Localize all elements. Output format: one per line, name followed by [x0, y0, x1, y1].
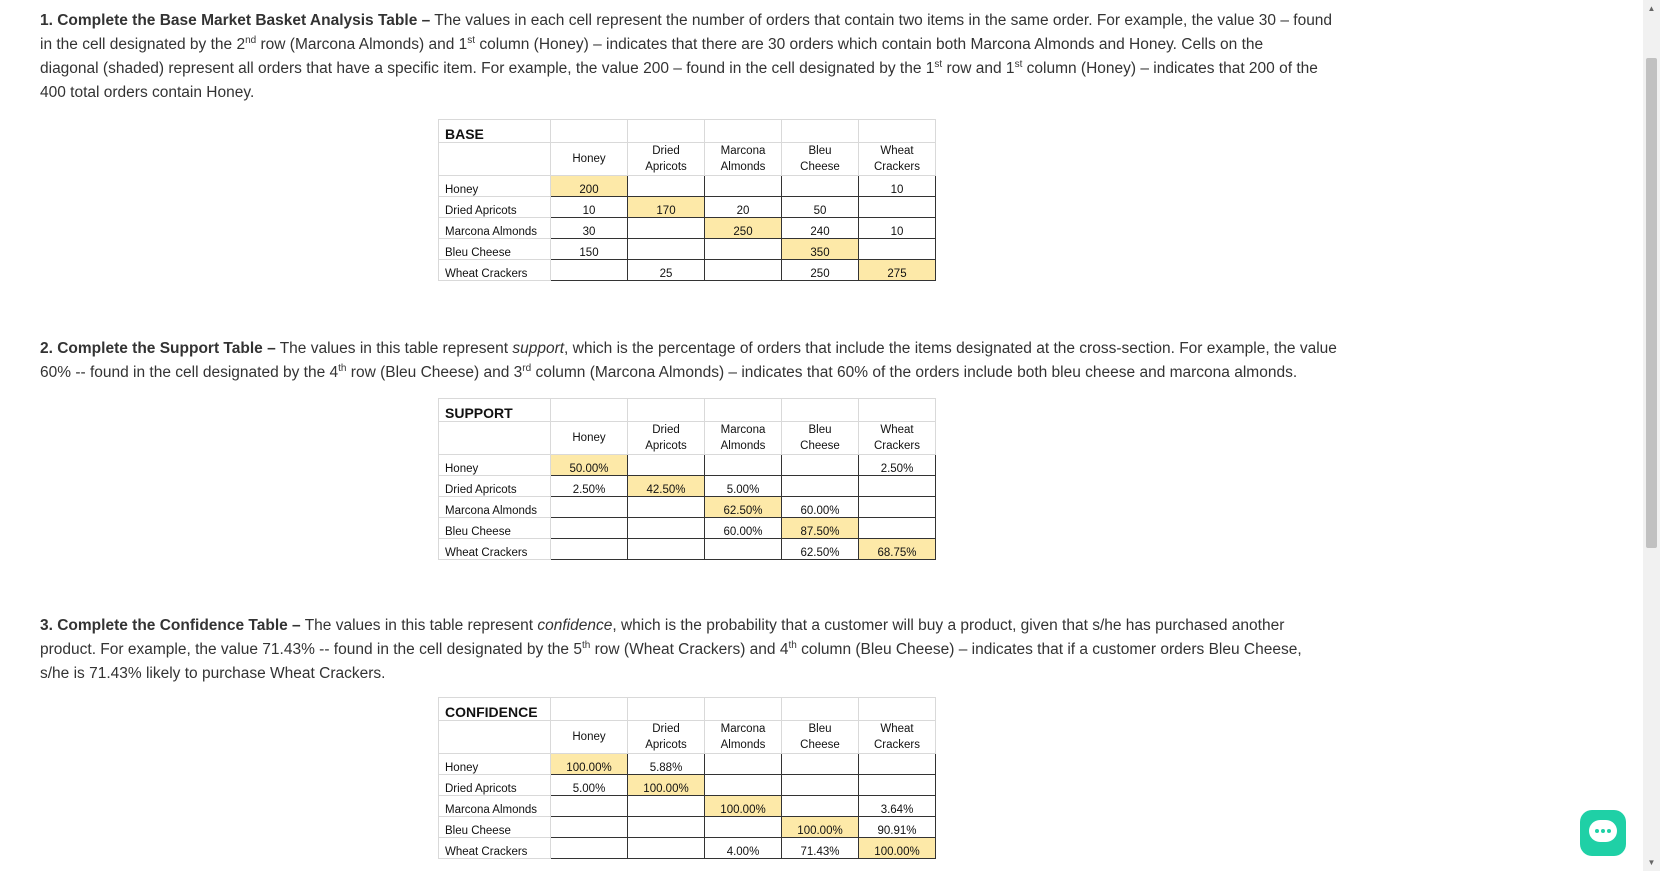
scroll-thumb[interactable]	[1646, 58, 1657, 548]
column-header-line: Almonds	[720, 161, 766, 173]
section-2-line-1b: , which is the percentage of orders that include the items designated at the cross-section. For example, the value	[564, 340, 1337, 357]
section-1-line-3a: diagonal (shaded) represent all orders that have a specific item. For example, the value 200 – found in the cell designated by the 1	[40, 60, 935, 77]
empty-cell	[628, 120, 705, 143]
table-title: CONFIDENCE	[439, 698, 551, 721]
base-table	[438, 119, 936, 281]
table-cell[interactable]: 150	[551, 239, 628, 260]
empty-cell	[551, 698, 628, 721]
table-cell[interactable]	[628, 796, 705, 817]
table-row	[439, 775, 936, 796]
arrow-up-icon[interactable]: ▲	[1647, 4, 1656, 13]
section-1-line-2b: row (Marcona Almonds) and 1	[256, 36, 468, 53]
column-header-line: Honey	[572, 731, 606, 743]
table-cell[interactable]	[705, 754, 782, 775]
section-2-line-2b: row (Bleu Cheese) and 3	[346, 364, 523, 381]
arrow-down-icon[interactable]: ▼	[1647, 858, 1656, 867]
table-cell[interactable]	[859, 197, 936, 218]
grid	[438, 119, 936, 281]
table-cell[interactable]: 240	[782, 218, 859, 239]
column-header-line: Bleu	[808, 723, 832, 735]
empty-cell	[628, 698, 705, 721]
table-title: BASE	[439, 120, 551, 143]
column-header	[628, 143, 705, 176]
empty-cell	[628, 399, 705, 422]
empty-cell	[782, 120, 859, 143]
section-2-line-1a: The values in this table represent	[275, 340, 513, 357]
table-cell[interactable]	[782, 176, 859, 197]
table-cell[interactable]: 5.88%	[628, 754, 705, 775]
support-emphasis: support	[512, 340, 565, 357]
table-cell[interactable]	[705, 239, 782, 260]
column-header-line: Wheat	[880, 424, 914, 436]
table-cell[interactable]: 5.00%	[705, 476, 782, 497]
column-header	[628, 721, 705, 754]
table-row	[439, 838, 936, 859]
table-cell[interactable]	[705, 775, 782, 796]
section-1-line-4: 400 total orders contain Honey.	[40, 84, 255, 101]
table-cell[interactable]: 50.00%	[551, 455, 628, 476]
header-corner	[439, 721, 551, 754]
chat-dot	[1595, 829, 1599, 833]
table-cell[interactable]: 5.00%	[551, 775, 628, 796]
column-header-line: Cheese	[800, 739, 840, 751]
table-cell[interactable]	[782, 796, 859, 817]
section-1-line-3c: column (Honey) – indicates that 200 of the	[1022, 60, 1318, 77]
table-cell[interactable]: 275	[859, 260, 936, 281]
table-cell[interactable]: 60.00%	[705, 518, 782, 539]
table-cell[interactable]: 4.00%	[705, 838, 782, 859]
table-cell[interactable]	[705, 176, 782, 197]
column-header	[551, 721, 628, 754]
table-cell[interactable]	[859, 518, 936, 539]
table-cell[interactable]: 90.91%	[859, 817, 936, 838]
column-header	[705, 143, 782, 176]
header-corner	[439, 422, 551, 455]
table-cell[interactable]: 250	[705, 218, 782, 239]
row-label: Bleu Cheese	[439, 239, 551, 260]
table-cell[interactable]: 100.00%	[551, 754, 628, 775]
column-header-line: Bleu	[808, 424, 832, 436]
table-cell[interactable]	[782, 476, 859, 497]
grid	[438, 697, 936, 859]
table-cell[interactable]	[628, 218, 705, 239]
table-cell[interactable]	[551, 518, 628, 539]
row-label: Bleu Cheese	[439, 518, 551, 539]
table-cell[interactable]	[628, 455, 705, 476]
column-header	[705, 721, 782, 754]
section-3-line-2c: column (Bleu Cheese) – indicates that if a customer orders Bleu Cheese,	[796, 641, 1302, 658]
empty-cell	[859, 399, 936, 422]
table-row	[439, 497, 936, 518]
column-header-line: Honey	[572, 432, 606, 444]
table-cell[interactable]	[705, 539, 782, 560]
table-cell[interactable]	[859, 754, 936, 775]
table-cell[interactable]: 68.75%	[859, 539, 936, 560]
section-3-line-1b: , which is the probability that a customer will buy a product, given that s/he has purchased another	[612, 617, 1285, 634]
section-3-line-2b: row (Wheat Crackers) and 4	[590, 641, 789, 658]
table-cell[interactable]: 60.00%	[782, 497, 859, 518]
table-cell[interactable]: 100.00%	[859, 838, 936, 859]
table-cell[interactable]: 2.50%	[551, 476, 628, 497]
table-row	[439, 796, 936, 817]
table-cell[interactable]: 3.64%	[859, 796, 936, 817]
column-header-line: Almonds	[720, 440, 766, 452]
column-header	[859, 721, 936, 754]
table-cell[interactable]	[705, 817, 782, 838]
table-row	[439, 455, 936, 476]
section-1-line-2c: column (Honey) – indicates that there are 30 orders which contain both Marcona Almonds and Honey. Cells on the	[475, 36, 1264, 53]
grid	[438, 398, 936, 560]
column-header	[705, 422, 782, 455]
table-cell[interactable]	[628, 817, 705, 838]
table-cell[interactable]: 87.50%	[782, 518, 859, 539]
empty-cell	[705, 120, 782, 143]
column-header	[859, 143, 936, 176]
section-3-text	[40, 614, 1340, 686]
table-cell[interactable]: 71.43%	[782, 838, 859, 859]
chat-bubble-icon[interactable]	[1580, 810, 1626, 856]
table-cell[interactable]: 10	[859, 218, 936, 239]
section-1-text	[40, 9, 1340, 105]
table-cell[interactable]	[628, 838, 705, 859]
table-cell[interactable]	[628, 497, 705, 518]
section-3-line-2a: product. For example, the value 71.43% -- found in the cell designated by the 5	[40, 641, 582, 658]
table-row	[439, 754, 936, 775]
table-cell[interactable]	[628, 176, 705, 197]
row-label: Wheat Crackers	[439, 838, 551, 859]
table-cell[interactable]	[859, 476, 936, 497]
column-header-line: Wheat	[880, 723, 914, 735]
table-row	[439, 197, 936, 218]
column-header-line: Crackers	[873, 440, 920, 452]
table-row	[439, 176, 936, 197]
table-cell[interactable]: 2.50%	[859, 455, 936, 476]
column-header	[859, 422, 936, 455]
column-header-line: Almonds	[720, 739, 766, 751]
table-cell[interactable]: 62.50%	[782, 539, 859, 560]
table-cell[interactable]: 10	[551, 197, 628, 218]
table-cell[interactable]: 25	[628, 260, 705, 281]
column-header-line: Marcona	[720, 424, 766, 436]
table-cell[interactable]	[782, 775, 859, 796]
section-1-line-3b: row and 1	[942, 60, 1015, 77]
table-cell[interactable]	[859, 497, 936, 518]
sup: st	[1014, 58, 1023, 70]
section-1-line-1: The values in each cell represent the number of orders that contain two items in the same order. For example, the value 30 – found	[430, 12, 1333, 29]
row-label: Marcona Almonds	[439, 497, 551, 518]
sup: nd	[245, 34, 257, 46]
row-label: Wheat Crackers	[439, 260, 551, 281]
empty-cell	[551, 120, 628, 143]
column-header-line: Honey	[572, 153, 606, 165]
table-row	[439, 260, 936, 281]
section-2-text	[40, 337, 1340, 385]
table-cell[interactable]: 10	[859, 176, 936, 197]
empty-cell	[705, 399, 782, 422]
table-row	[439, 476, 936, 497]
section-1-line-2a: in the cell designated by the 2	[40, 36, 246, 53]
column-header	[782, 143, 859, 176]
table-row	[439, 539, 936, 560]
column-header-line: Dried	[652, 145, 680, 157]
table-cell[interactable]	[782, 455, 859, 476]
column-header-line: Wheat	[880, 145, 914, 157]
row-label: Honey	[439, 455, 551, 476]
row-label: Dried Apricots	[439, 775, 551, 796]
column-header	[551, 422, 628, 455]
table-cell[interactable]	[628, 518, 705, 539]
support-table	[438, 398, 936, 560]
section-2-line-2c: column (Marcona Almonds) – indicates that 60% of the orders include both bleu cheese and marcona almonds.	[531, 364, 1298, 381]
row-label: Dried Apricots	[439, 197, 551, 218]
header-corner	[439, 143, 551, 176]
table-cell[interactable]	[551, 497, 628, 518]
table-cell[interactable]	[551, 539, 628, 560]
empty-cell	[782, 698, 859, 721]
table-row	[439, 239, 936, 260]
empty-cell	[705, 698, 782, 721]
section-2-heading: 2. Complete the Support Table –	[40, 340, 276, 357]
column-header-line: Apricots	[645, 440, 687, 452]
table-cell[interactable]: 100.00%	[705, 796, 782, 817]
column-header-line: Marcona	[720, 723, 766, 735]
table-cell[interactable]: 200	[551, 176, 628, 197]
table-cell[interactable]	[859, 239, 936, 260]
column-header-line: Bleu	[808, 145, 832, 157]
table-cell[interactable]	[859, 775, 936, 796]
chat-dot	[1607, 829, 1611, 833]
empty-cell	[859, 698, 936, 721]
sup: rd	[522, 362, 532, 374]
table-row	[439, 817, 936, 838]
table-cell[interactable]: 350	[782, 239, 859, 260]
table-cell[interactable]: 100.00%	[628, 775, 705, 796]
column-header-line: Apricots	[645, 161, 687, 173]
section-3-line-1a: The values in this table represent	[300, 617, 538, 634]
column-header-line: Dried	[652, 723, 680, 735]
column-header	[782, 422, 859, 455]
sup: st	[467, 34, 476, 46]
column-header-line: Cheese	[800, 440, 840, 452]
section-1-heading: 1. Complete the Base Market Basket Analysis Table –	[40, 12, 431, 29]
row-label: Marcona Almonds	[439, 796, 551, 817]
column-header	[551, 143, 628, 176]
column-header-line: Crackers	[873, 161, 920, 173]
table-cell[interactable]: 250	[782, 260, 859, 281]
section-3-line-3: s/he is 71.43% likely to purchase Wheat Crackers.	[40, 665, 386, 682]
sup: st	[934, 58, 943, 70]
column-header	[628, 422, 705, 455]
sup: th	[788, 639, 797, 651]
chat-dot	[1601, 829, 1605, 833]
table-cell[interactable]: 100.00%	[782, 817, 859, 838]
column-header-line: Apricots	[645, 739, 687, 751]
row-label: Dried Apricots	[439, 476, 551, 497]
row-label: Bleu Cheese	[439, 817, 551, 838]
table-cell[interactable]	[628, 239, 705, 260]
row-label: Wheat Crackers	[439, 539, 551, 560]
empty-cell	[782, 399, 859, 422]
table-cell[interactable]	[705, 455, 782, 476]
table-row	[439, 218, 936, 239]
column-header-line: Cheese	[800, 161, 840, 173]
table-cell[interactable]	[705, 260, 782, 281]
empty-cell	[859, 120, 936, 143]
table-cell[interactable]	[551, 817, 628, 838]
table-cell[interactable]	[551, 838, 628, 859]
table-title: SUPPORT	[439, 399, 551, 422]
vertical-scrollbar[interactable]	[1643, 0, 1660, 871]
section-2-line-2a: 60% -- found in the cell designated by the 4	[40, 364, 339, 381]
column-header-line: Marcona	[720, 145, 766, 157]
row-label: Honey	[439, 754, 551, 775]
confidence-emphasis: confidence	[537, 617, 613, 634]
column-header-line: Crackers	[873, 739, 920, 751]
table-cell[interactable]: 30	[551, 218, 628, 239]
table-cell[interactable]: 50	[782, 197, 859, 218]
table-cell[interactable]: 170	[628, 197, 705, 218]
column-header	[782, 721, 859, 754]
table-cell[interactable]	[551, 796, 628, 817]
chat-bubble-shape	[1589, 820, 1617, 842]
sup: th	[581, 639, 591, 651]
sup: th	[338, 362, 347, 374]
confidence-table	[438, 697, 936, 859]
table-row	[439, 518, 936, 539]
row-label: Honey	[439, 176, 551, 197]
table-cell[interactable]	[551, 260, 628, 281]
section-3-heading: 3. Complete the Confidence Table –	[40, 617, 301, 634]
row-label: Marcona Almonds	[439, 218, 551, 239]
table-cell[interactable]: 62.50%	[705, 497, 782, 518]
table-cell[interactable]: 42.50%	[628, 476, 705, 497]
table-cell[interactable]: 20	[705, 197, 782, 218]
empty-cell	[551, 399, 628, 422]
column-header-line: Dried	[652, 424, 680, 436]
table-cell[interactable]	[782, 754, 859, 775]
table-cell[interactable]	[628, 539, 705, 560]
